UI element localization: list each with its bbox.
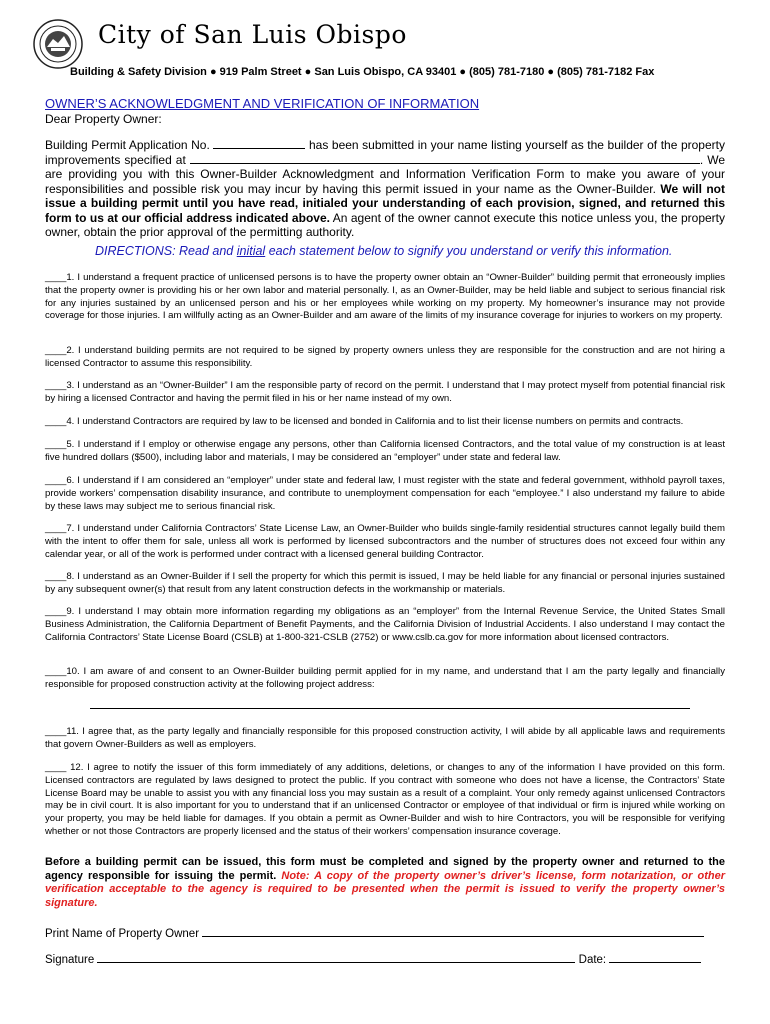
greeting: Dear Property Owner: [45,112,162,126]
final-bold-text: Before a building permit can be issued, this form must be completed and signed by the property owner and returned to the agency responsible for issuing the permit. [45,856,725,882]
statement-12[interactable]: ____ 12. I agree to notify the issuer of this form immediately of any additions, deletions, or changes to any of the information I have provided on this form. Licensed contractors are regulated by laws designed to protect the public. If you contract with someone who does not have a license, the Contractors’ State License Board may be unable to assist you with any financial loss you may sustain as a result of a complaint. Your only remedy against unlicensed Contractors may be in civil court. It is also important for you to understand that if an unlicensed Contractor or employee of that individual or firm is injured while working on your property, you may be held liable for damages. If you obtain a permit as Owner-Builder and wish to hire Contractors, you will be responsible for verifying whether or not those Contractors are properly licensed and the status of their workers’ compensation insurance coverage. [45,762,725,837]
statement-5[interactable]: ____5. I understand if I employ or otherwise engage any persons, other than California licensed Contractors, and the total value of my construction is at least five hundred dollars ($500), including labor and materials, I may be considered an “employer” under state and federal law. [45,439,725,463]
print-name-field[interactable] [202,926,704,937]
city-title: City of San Luis Obispo [98,20,407,49]
statement-10[interactable]: ____10. I am aware of and consent to an Owner-Builder building permit applied for in my name, and understand that I am the party legally and financially responsible for proposed construction activity at the following project address: [45,666,725,690]
intro-paragraph [45,138,725,240]
intro-part3: . We are providing you with this Owner-Builder Acknowledgment and Information Verification Form to make you aware of your responsibilities and possible risk you may incur by having this permit issued in your name as the Owner-Builder. [45,152,725,196]
statement-4[interactable]: ____4. I understand Contractors are required by law to be licensed and bonded in California and to list their license numbers on permits and contracts. [45,416,684,427]
directions-before: DIRECTIONS: Read and [95,244,237,258]
directions [95,244,672,258]
intro-part2: has been submitted in your name listing yourself as the builder of the property improvements specified at [45,138,725,167]
date-field[interactable] [609,952,701,963]
intro-bold-statement: We will not issue a building permit until you have read, initialed your understanding of each provision, signed, and returned this form to us at our official address indicated above. [45,181,725,225]
signature-label: Signature [45,954,95,966]
statement-7[interactable]: ____7. I understand under California Contractors’ State License Law, an Owner-Builder who builds single-family residential structures cannot legally build them with the intent to offer them for sale, unless all work is performed by licensed subcontractors and the number of structures does not exceed four within any calendar year, or all of the work is performed under contract with a licensed general building Contractor. [45,523,725,560]
statement-2[interactable]: ____2. I understand building permits are not required to be signed by property owners unless they are responsible for the construction and are not hiring a licensed Contractor to assume this responsibility. [45,345,725,369]
property-address-field[interactable] [190,154,700,164]
directions-underlined: initial [236,244,266,258]
statement-6[interactable]: ____6. I understand if I am considered an “employer” under state and federal law, I must register with the state and federal government, withhold payroll taxes, provide workers’ compensation disability insurance, and contribute to unemployment compensation for each “employee.” I also understand my failure to abide by these laws may subject me to serious financial risk. [45,475,725,512]
directions-after: each statement below to signify you understand or verify this information. [265,244,673,258]
intro-part1: Building Permit Application No. [45,138,210,152]
final-notice [45,856,725,910]
statement-8[interactable]: ____8. I understand as an Owner-Builder if I sell the property for which this permit is issued, I may be held liable for any financial or personal injuries sustained by any subsequent owner(s) that result from any latent construction defects in the workmanship or materials. [45,571,725,595]
form-title: OWNER’S ACKNOWLEDGMENT AND VERIFICATION OF INFORMATION [45,96,480,111]
print-name-label: Print Name of Property Owner [45,928,200,940]
permit-number-field[interactable] [213,139,305,149]
intro-part4: An agent of the owner cannot execute this notice unless you, the property owner, obtain the prior approval of the permitting authority. [45,210,726,239]
signature-field[interactable] [97,952,575,963]
statement-1[interactable]: ____1. I understand a frequent practice of unlicensed persons is to have the property owner obtain an “Owner-Builder” building permit that erroneously implies that the property owner is providing his or her own labor and material personally. I, as an Owner-Builder, may be held liable and subject to serious financial risk for any injuries sustained by an unlicensed person and his or her employees while working on my property. My homeowner’s insurance may not provide coverage for those injuries. I am willfully acting as an Owner-Builder and am aware of the limits of my insurance coverage for injuries to workers on my property. [45,272,725,322]
statement-9[interactable]: ____9. I understand I may obtain more information regarding my obligations as an “employer” from the Internal Revenue Service, the United States Small Business Administration, the California Department of Benefit Payments, and the California Division of Industrial Accidents. I also understand I may contact the California Contractors’ State License Board (CSLB) at 1-800-321-CSLB (2752) or www.cslb.ca.gov for more information about licensed contractors. [45,606,725,643]
project-address-field[interactable] [90,708,690,709]
statement-3[interactable]: ____3. I understand as an “Owner-Builder” I am the responsible party of record on the permit. I understand that I may protect myself from potential financial risk by hiring a licensed Contractor and having the permit filed in his or her name instead of my own. [45,380,725,404]
final-note: Note: A copy of the property owner’s driver’s license, form notarization, or other verification acceptable to the agency is required to be presented when the permit is issued to verify the property owner’s signature [45,869,725,909]
final-period: . [94,896,98,909]
division-address-line: Building & Safety Division ● 919 Palm Street ● San Luis Obispo, CA 93401 ● (805) 781-7180 ● (805) 781-7182 Fax [70,66,655,78]
date-label: Date: [578,954,607,966]
signature-row [45,952,701,966]
print-name-row [45,926,704,940]
city-seal-logo [33,19,83,69]
statement-11[interactable]: ____11. I agree that, as the party legally and financially responsible for this proposed construction activity, I will abide by all applicable laws and requirements that govern Owner-Builders as well as employers. [45,726,725,750]
